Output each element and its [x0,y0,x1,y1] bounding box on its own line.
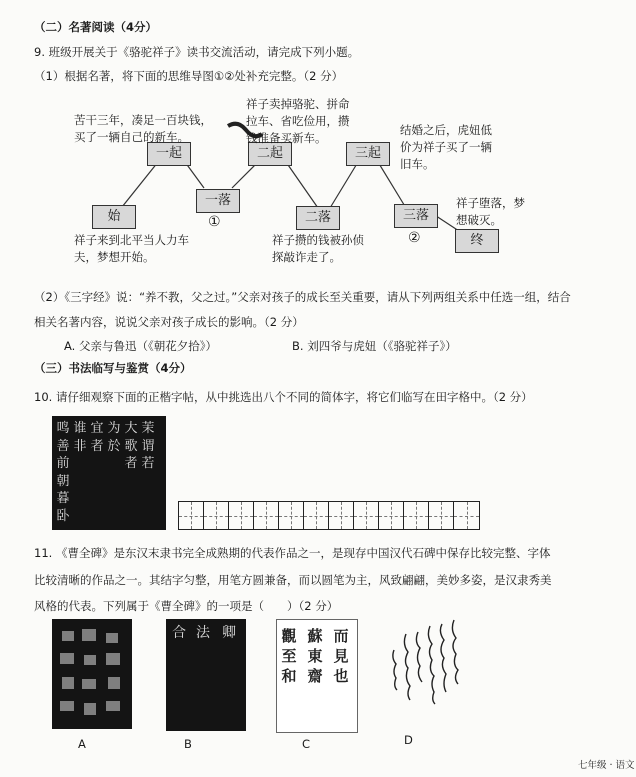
image-c-col: 而見也 [333,627,349,685]
choice-label-c: C [302,737,311,751]
section-title-calligraphy: （三）书法临写与鉴赏（4分） [34,361,192,375]
copybook-col: 大歌者 [124,421,138,471]
copybook-col: 为於 [107,421,121,454]
node-rise2: 二起 [248,142,292,166]
choice-image-c [276,619,358,733]
grid-cell[interactable] [429,502,454,529]
node-end: 终 [455,229,499,253]
question-11-line2: 比较清晰的作品之一。其结字匀整，用笔方圆兼备，而以圆笔为主，风致翩翩，美妙多姿，是汉隶秀美 [34,573,552,587]
grid-cell[interactable] [229,502,254,529]
section-title-reading: （二）名著阅读（4分） [34,20,158,34]
blank-marker-2: ② [408,230,421,246]
choice-label-b: B [184,737,192,751]
copybook-col: 宜者 [90,421,104,454]
node-fall3: 三落 [394,204,438,228]
node-fall1: 一落 [196,189,240,213]
copybook-image [52,416,166,530]
copybook-col: 茉谓若 [141,421,155,471]
choice-image-a [52,619,132,729]
blank-marker-1: ① [208,214,221,230]
question-11-line1: 11. 《曹全碑》是东汉末隶书完全成熟期的代表作品之一，是现存中国汉代石碑中保存比较完整、字体 [34,546,551,560]
question-10: 10. 请仔细观察下面的正楷字帖，从中挑选出八个不同的简体字，将它们临写在田字格中。（2 分） [34,390,533,404]
grid-cell[interactable] [404,502,429,529]
grid-cell[interactable] [204,502,229,529]
cursive-script-d [384,614,464,732]
image-c-col: 觀至和 [281,627,297,685]
copybook-col: 鸣善前朝暮卧 [56,421,70,524]
grid-cell[interactable] [179,502,204,529]
image-b-col: 卿 [222,625,236,641]
node-rise1: 一起 [147,142,191,166]
question-9-2-line1: （2）《三字经》说：“养不教，父之过。”父亲对孩子的成长至关重要，请从下列两组关系中任选一组，结合 [34,290,571,304]
grid-cell[interactable] [354,502,379,529]
question-9-2-line2: 相关名著内容，说说父亲对孩子成长的影响。（2 分） [34,315,304,329]
grid-cell[interactable] [279,502,304,529]
copybook-col: 谁非 [73,421,87,454]
practice-grid[interactable] [178,501,480,530]
question-11-line3: 风格的代表。下列属于《曹全碑》的一项是（ ）（2 分） [34,599,339,613]
note-end: 祥子堕落，梦想破灭。 [456,196,525,227]
grid-cell[interactable] [379,502,404,529]
node-fall2: 二落 [296,206,340,230]
node-start: 始 [92,205,136,229]
question-9-1: （1）根据名著，将下面的思维导图①②处补充完整。（2 分） [34,69,344,83]
option-a: A. 父亲与鲁迅（《朝花夕拾》） [64,339,217,353]
rubbing-texture-a [52,619,132,729]
note-rise1: 苦干三年，凑足一百块钱，买了一辆自己的新车。 [74,113,212,144]
note-rise3: 结婚之后，虎妞低价为祥子买了一辆旧车。 [400,123,492,171]
footer-grade: 七年级 · 语文 [578,760,635,771]
grid-cell[interactable] [454,502,479,529]
note-fall2: 祥子攒的钱被孙侦探敲诈走了。 [272,233,364,264]
image-b-col: 法 [196,625,210,641]
grid-cell[interactable] [304,502,329,529]
image-b-col: 合 [172,625,186,641]
note-start: 祥子来到北平当人力车夫，梦想开始。 [74,233,189,264]
question-9-stem: 9. 班级开展关于《骆驼祥子》读书交流活动，请完成下列小题。 [34,45,360,59]
choice-label-a: A [78,737,86,751]
choice-image-b [166,619,246,731]
grid-cell[interactable] [329,502,354,529]
choice-image-d [384,614,464,732]
node-rise3: 三起 [346,142,390,166]
note-rise2: 祥子卖掉骆驼、拼命拉车、省吃俭用，攒钱准备买新车。 [246,97,350,145]
image-c-col: 蘇東齋 [307,627,323,685]
option-b: B. 刘四爷与虎妞（《骆驼祥子》） [292,339,457,353]
choice-label-d: D [404,733,413,747]
grid-cell[interactable] [254,502,279,529]
